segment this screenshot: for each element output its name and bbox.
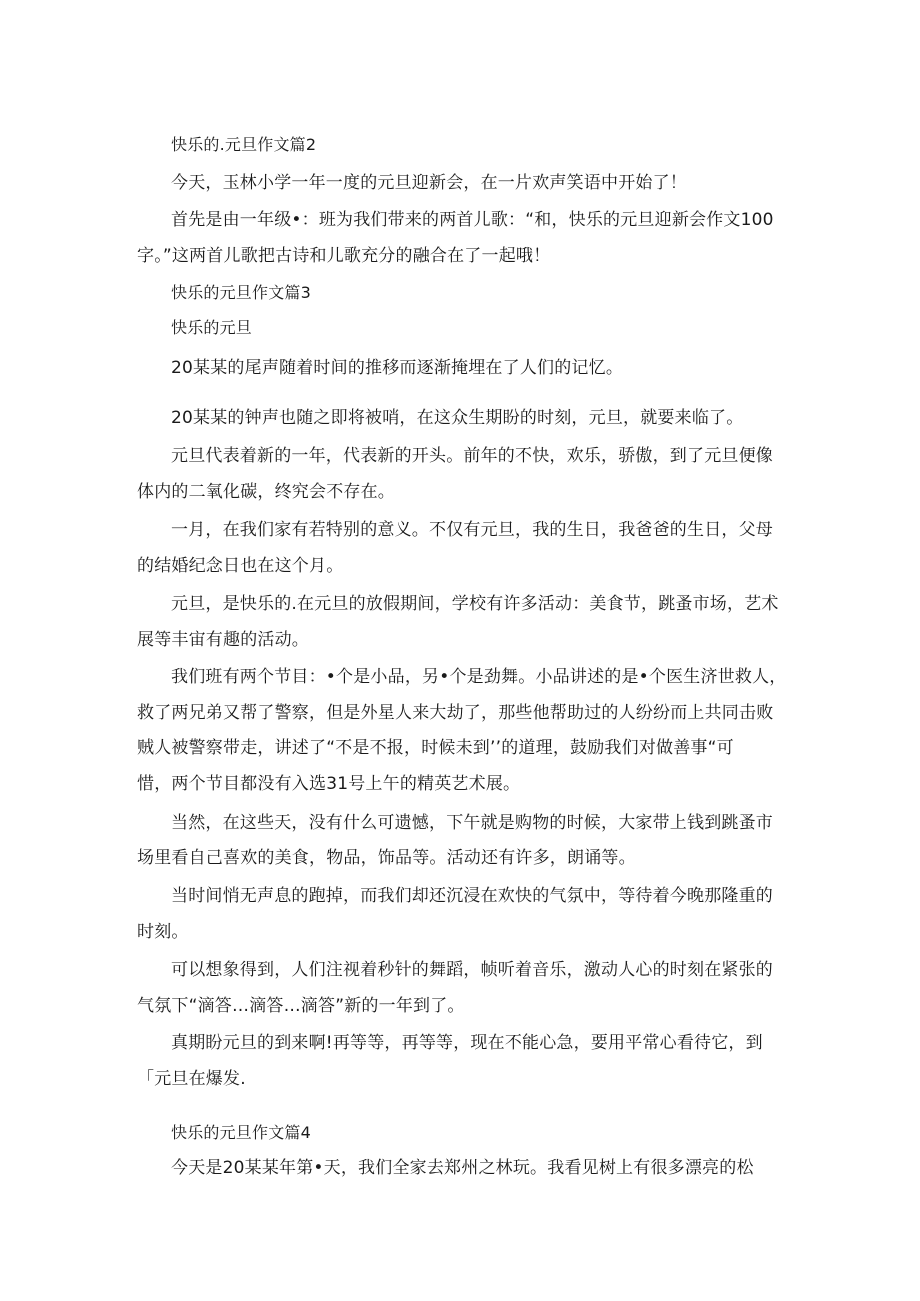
section-heading: 快乐的.元旦作文篇2 <box>171 135 317 154</box>
paragraph-line: 今天，玉林小学一年一度的元旦迎新会，在一片欢声笑语中开始了！ <box>171 173 687 193</box>
paragraph-line: 的结婚纪念日也在这个月。 <box>137 556 344 576</box>
paragraph-line: 真期盼元旦的到来啊!再等等，再等等，现在不能心急，要用平常心看待它，到 <box>171 1033 763 1053</box>
section-heading: 快乐的元旦作文篇4 <box>171 1123 311 1142</box>
paragraph-line: 惜，两个节目都没有入选31号上午的精英艺术展。 <box>137 774 521 794</box>
paragraph-line: 今天是20某某年第•天，我们全家去郑州之林玩。我看见树上有很多漂亮的松 <box>171 1158 754 1178</box>
section-heading: 快乐的元旦作文篇3 <box>171 283 311 302</box>
paragraph-line: 贼人被警察带走，讲述了“不是不报，时候未到’’的道理，鼓励我们对做善事“可 <box>137 738 734 758</box>
paragraph-line: 当时间悄无声息的跑掉，而我们却还沉浸在欢快的气氛中，等待着今晚那隆重的 <box>171 886 773 906</box>
paragraph-line: 当然，在这些天，没有什么可遗憾，下午就是购物的时候，大家带上钱到跳蚤市 <box>171 813 773 833</box>
paragraph-line: 场里看自己喜欢的美食，物品，饰品等。活动还有许多，朗诵等。 <box>137 848 636 868</box>
paragraph-line: 元旦代表着新的一年，代表新的开头。前年的不快，欢乐，骄傲，到了元旦便像 <box>171 446 773 466</box>
paragraph-line: 气氛下“滴答…滴答…滴答”新的一年到了。 <box>137 996 465 1016</box>
paragraph-line: 体内的二氧化碳，终究会不存在。 <box>137 482 395 502</box>
paragraph-line: 字。”这两首儿歌把古诗和儿歌充分的融合在了一起哦！ <box>137 246 551 266</box>
paragraph-line: 20某某的钟声也随之即将被哨，在这众生期盼的时刻，元旦，就要来临了。 <box>171 408 744 428</box>
paragraph-line: 元旦，是快乐的.在元旦的放假期间，学校有许多活动：美食节，跳蚤市场，艺术 <box>171 594 779 614</box>
paragraph-line: 可以想象得到，人们注视着秒针的舞蹈，帧听着音乐，激动人心的时刻在紧张的 <box>171 960 773 980</box>
paragraph-line: 20某某的尾声随着时间的推移而逐渐掩埋在了人们的记忆。 <box>171 358 624 378</box>
paragraph-line: 我们班有两个节目：•个是小品，另•个是劲舞。小品讲述的是•个医生济世救人， <box>171 667 787 687</box>
paragraph-line: 展等丰宙有趣的活动。 <box>137 630 309 650</box>
essay-title: 快乐的元旦 <box>171 318 253 337</box>
paragraph-line: 「元旦在爆发. <box>137 1069 246 1089</box>
paragraph-line: 时刻。 <box>137 922 189 942</box>
paragraph-line: 首先是由一年级•：班为我们带来的两首儿歌：“和，快乐的元旦迎新会作文100 <box>171 210 774 230</box>
paragraph-line: 救了两兄弟又帮了警察，但是外星人来大劫了，那些他帮助过的人纷纷而上共同击败 <box>137 703 774 723</box>
paragraph-line: 一月，在我们家有若特别的意义。不仅有元旦，我的生日，我爸爸的生日，父母 <box>171 520 773 540</box>
